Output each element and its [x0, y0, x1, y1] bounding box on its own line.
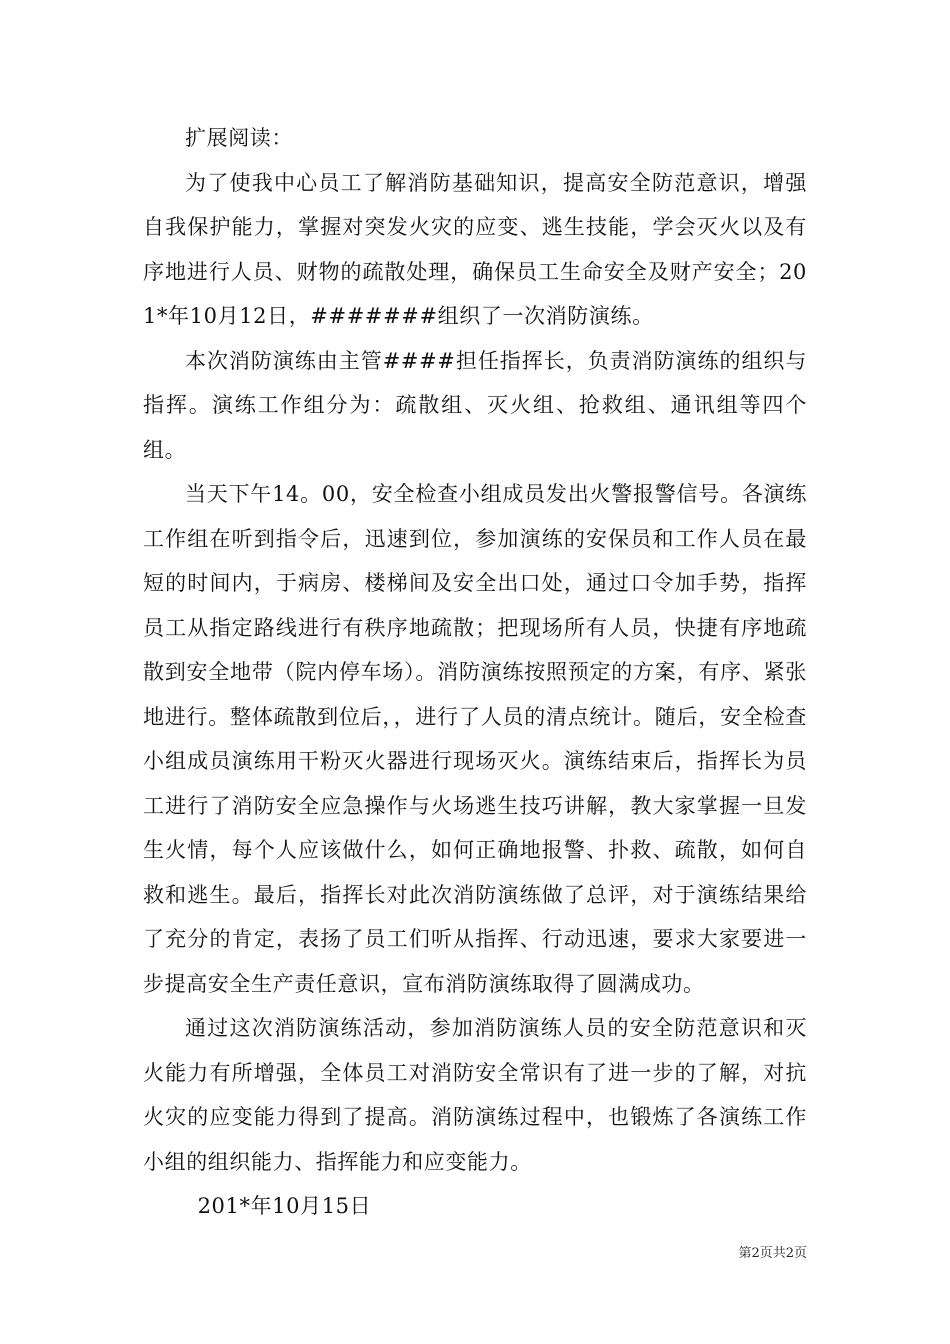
paragraph-conclusion: 通过这次消防演练活动，参加消防演练人员的安全防范意识和灭火能力有所增强，全体员工对消防安全常识有了进一步的了解，对抗火灾的应变能力得到了提高。消防演练过程中，也锻炼了各演练工作小组的组织能力、指挥能力和应变能力。	[143, 1016, 807, 1174]
paragraph-organization: 本次消防演练由主管####担任指挥长，负责消防演练的组织与指挥。演练工作组分为：疏散组、灭火组、抢救组、通讯组等四个组。	[143, 348, 807, 462]
paragraph-drill-process: 当天下午14。00，安全检查小组成员发出火警报警信号。各演练工作组在听到指令后，迅速到位，参加演练的安保员和工作人员在最短的时间内，于病房、楼梯间及安全出口处，通过口令加手势，指挥员工从指定路线进行有秩序地疏散；把现场所有人员，快捷有序地疏散到安全地带（院内停车场）。消防演练按照预定的方案，有序、紧张地进行。整体疏散到位后，，进行了人员的清点统计。随后，安全检查小组成员演练用干粉灭火器进行现场灭火。演练结束后，指挥长为员工进行了消防安全应急操作与火场逃生技巧讲解，教大家掌握一旦发生火情，每个人应该做什么，如何正确地报警、扑救、疏散，如何自救和逃生。最后，指挥长对此次消防演练做了总评，对于演练结果给了充分的肯定，表扬了员工们听从指挥、行动迅速，要求大家要进一步提高安全生产责任意识，宣布消防演练取得了圆满成功。	[143, 482, 807, 996]
page-number: 第2页共2页	[738, 1246, 807, 1261]
document-body	[143, 116, 807, 1229]
reading-heading: 扩展阅读：	[185, 126, 293, 150]
paragraph-purpose: 为了使我中心员工了解消防基础知识，提高安全防范意识，增强自我保护能力，掌握对突发火灾的应变、逃生技能，学会灭火以及有序地进行人员、财物的疏散处理，确保员工生命安全及财产安全；201*年10月12日，#######组织了一次消防演练。	[143, 170, 807, 328]
document-date: 201*年10月15日	[197, 1194, 372, 1218]
